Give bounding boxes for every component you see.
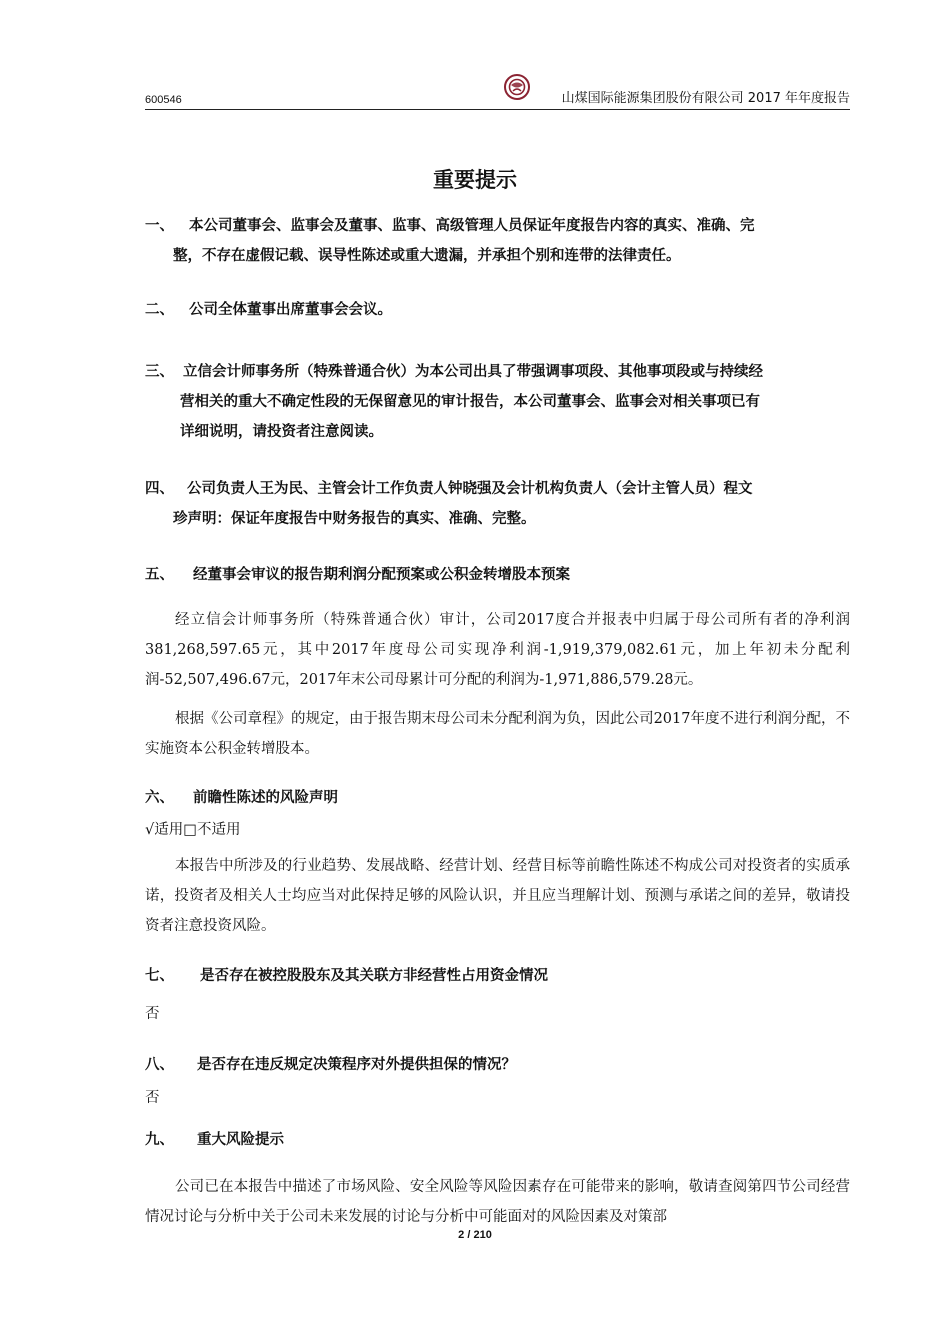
section-heading: 重大风险提示 — [197, 1132, 284, 1148]
section-text: 公司负责人王为民、主管会计工作负责人钟晓强及会计机构负责人（会计主管人员）程文 — [187, 481, 753, 497]
section-number: 四、 — [145, 481, 174, 497]
section-8-answer: 否 — [145, 1090, 160, 1106]
company-report-title: 山煤国际能源集团股份有限公司 2017 年年度报告 — [561, 91, 850, 106]
section-3 — [145, 357, 850, 447]
page-title: 重要提示 — [433, 168, 517, 192]
section-number: 七、 — [145, 968, 174, 984]
applicability-checkbox: √适用□不适用 — [145, 822, 241, 838]
section-number: 三、 — [145, 364, 174, 380]
section-number: 二、 — [145, 302, 174, 318]
section-text: 本公司董事会、监事会及董事、监事、高级管理人员保证年度报告内容的真实、准确、完 — [189, 218, 755, 234]
articles-paragraph: 根据《公司章程》的规定，由于报告期末母公司未分配利润为负，因此公司2017年度不进行利润分配，不实施资本公积金转增股本。 — [145, 711, 850, 757]
section-number: 八、 — [145, 1057, 174, 1073]
section-8-heading — [145, 1050, 850, 1080]
section-text: 公司全体董事出席董事会会议。 — [189, 302, 392, 318]
section-number: 九、 — [145, 1132, 174, 1148]
section-text-continued: 整，不存在虚假记载、误导性陈述或重大遗漏，并承担个别和连带的法律责任。 — [173, 248, 681, 264]
section-1 — [145, 211, 850, 271]
section-5-heading — [145, 560, 850, 590]
section-4 — [145, 474, 850, 534]
page-number: 2 / 210 — [458, 1229, 492, 1241]
section-9-heading — [145, 1125, 850, 1155]
section-heading: 是否存在违反规定决策程序对外提供担保的情况？ — [197, 1057, 516, 1073]
company-logo-icon — [502, 72, 532, 102]
profit-distribution-paragraph: 经立信会计师事务所（特殊普通合伙）审计，公司2017度合并报表中归属于母公司所有者的净利润381,268,597.65元，其中2017年度母公司实现净利润-1,919,379,082.61元，加上年初未分配利润-52,507,496.67元，2017年末公司母累计可分配的利润为-1,971,886,579.28元。 — [145, 612, 850, 688]
section-text-continued: 珍声明：保证年度报告中财务报告的真实、准确、完整。 — [173, 511, 536, 527]
section-number: 六、 — [145, 790, 174, 806]
stock-code: 600546 — [145, 94, 182, 106]
forward-looking-paragraph: 本报告中所涉及的行业趋势、发展战略、经营计划、经营目标等前瞻性陈述不构成公司对投资者的实质承诺，投资者及相关人士均应当对此保持足够的风险认识，并且应当理解计划、预测与承诺之间的差异，敬请投资者注意投资风险。 — [145, 858, 850, 934]
section-7-answer: 否 — [145, 1006, 160, 1022]
section-7-heading — [145, 961, 850, 991]
page-header — [145, 72, 850, 110]
section-text-continued: 营相关的重大不确定性段的无保留意见的审计报告，本公司董事会、监事会对相关事项已有 — [180, 394, 760, 410]
section-number: 一、 — [145, 218, 174, 234]
section-text-continued: 详细说明，请投资者注意阅读。 — [180, 424, 383, 440]
header-rule — [145, 109, 850, 110]
section-heading: 是否存在被控股股东及其关联方非经营性占用资金情况 — [200, 968, 548, 984]
section-heading: 前瞻性陈述的风险声明 — [193, 790, 338, 806]
section-2 — [145, 295, 850, 325]
section-number: 五、 — [145, 567, 174, 583]
section-text: 立信会计师事务所（特殊普通合伙）为本公司出具了带强调事项段、其他事项段或与持续经 — [183, 364, 763, 380]
major-risk-paragraph: 公司已在本报告中描述了市场风险、安全风险等风险因素存在可能带来的影响，敬请查阅第四节公司经营情况讨论与分析中关于公司未来发展的讨论与分析中可能面对的风险因素及对策部 — [145, 1179, 850, 1225]
section-heading: 经董事会审议的报告期利润分配预案或公积金转增股本预案 — [193, 567, 570, 583]
section-6-heading — [145, 783, 850, 813]
